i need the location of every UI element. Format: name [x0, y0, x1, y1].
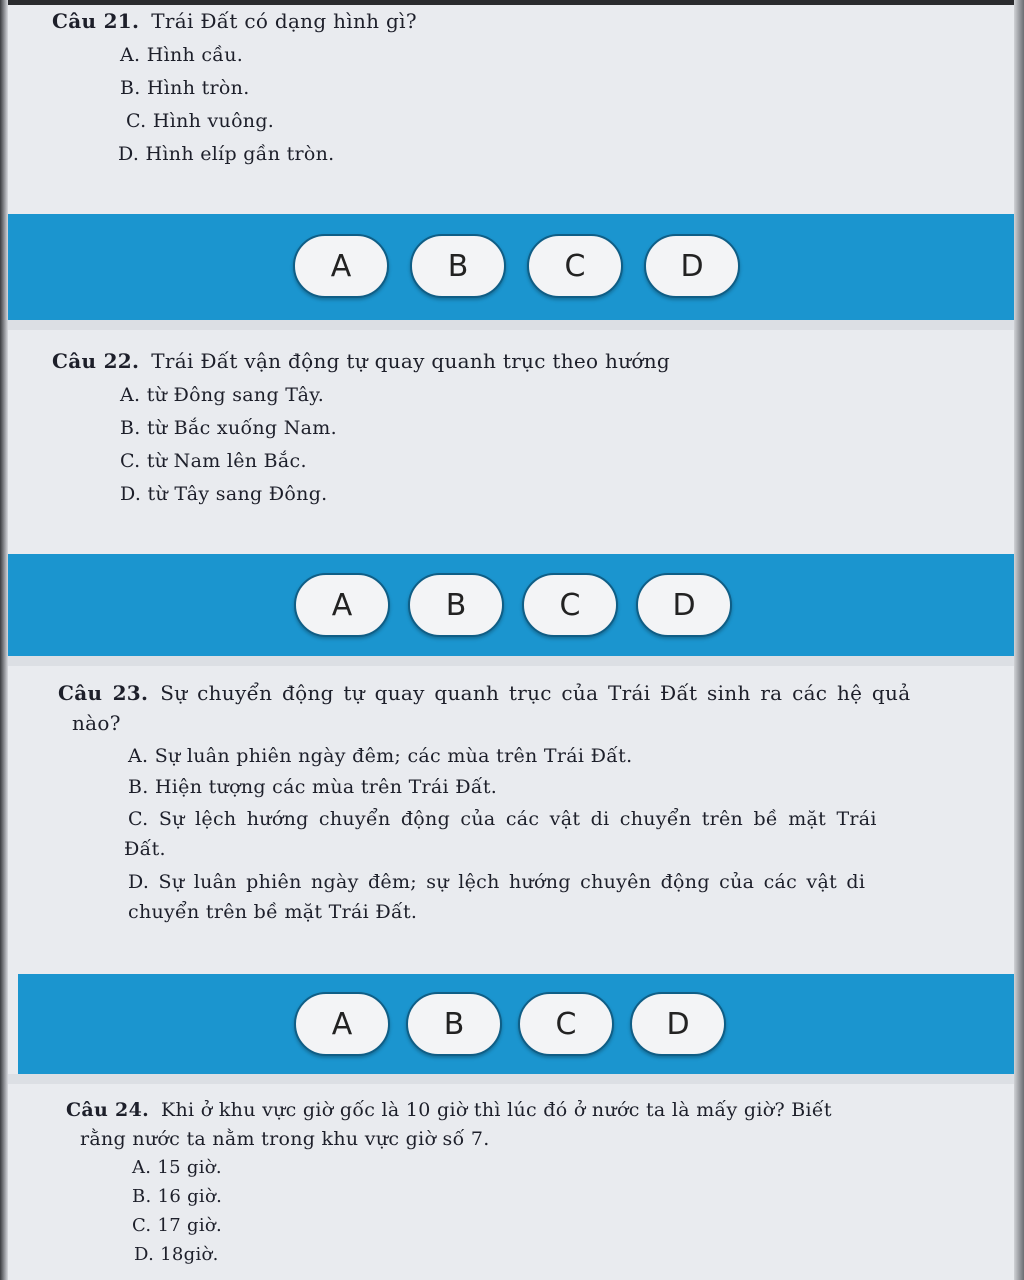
answer-button-d[interactable]: D [630, 992, 726, 1056]
question-label: Câu 24. [66, 1099, 150, 1121]
answer-button-c[interactable]: C [518, 992, 614, 1056]
question-stem [66, 1095, 832, 1125]
screen-bezel-right [1014, 0, 1024, 1280]
option-d: D. Hình elíp gần tròn. [118, 143, 335, 165]
question-label: Câu 23. [58, 681, 149, 705]
option-c-continued: Đất. [124, 838, 166, 860]
section-divider [8, 656, 1014, 666]
option-d-continued: chuyển trên bề mặt Trái Đất. [128, 901, 418, 923]
option-c: C. Hình vuông. [126, 110, 275, 132]
answer-button-b[interactable]: B [406, 992, 502, 1056]
question-text: Khi ở khu vực giờ gốc là 10 giờ thì lúc đó ở nước ta là mấy giờ? Biết [161, 1099, 832, 1121]
answer-button-d[interactable]: D [644, 234, 740, 298]
option-b: B. Hiện tượng các mùa trên Trái Đất. [128, 776, 498, 798]
option-a: A. từ Đông sang Tây. [120, 384, 325, 406]
option-b: B. từ Bắc xuống Nam. [120, 417, 337, 439]
answer-button-b[interactable]: B [408, 573, 504, 637]
option-a: A. Hình cầu. [120, 44, 244, 66]
option-a: A. 15 giờ. [132, 1157, 222, 1178]
answer-button-c[interactable]: C [527, 234, 623, 298]
question-label: Câu 21. [52, 9, 140, 33]
screen-bezel-left [0, 0, 8, 1280]
option-b: B. 16 giờ. [132, 1186, 223, 1207]
answer-button-a[interactable]: A [294, 573, 390, 637]
question-text: Trái Đất vận động tự quay quanh trục theo hướng [151, 349, 671, 373]
question-stem [52, 6, 417, 36]
question-label: Câu 22. [52, 349, 140, 373]
answer-bar-22 [8, 554, 1022, 656]
option-a: A. Sự luân phiên ngày đêm; các mùa trên Trái Đất. [128, 745, 633, 767]
option-b: B. Hình tròn. [120, 77, 250, 99]
question-text: Sự chuyển động tự quay quanh trục của Trái Đất sinh ra các hệ quả [160, 681, 911, 705]
option-c: C. từ Nam lên Bắc. [120, 450, 307, 472]
question-text-continued: nào? [72, 711, 121, 735]
screen-bezel-top [0, 0, 1024, 5]
answer-button-d[interactable]: D [636, 573, 732, 637]
question-text-continued: rằng nước ta nằm trong khu vực giờ số 7. [80, 1128, 490, 1150]
answer-button-c[interactable]: C [522, 573, 618, 637]
option-c: C. Sự lệch hướng chuyển động của các vật di chuyển trên bề mặt Trái [128, 808, 877, 830]
answer-button-a[interactable]: A [294, 992, 390, 1056]
question-text: Trái Đất có dạng hình gì? [151, 9, 417, 33]
answer-bar-23 [18, 974, 1018, 1074]
section-divider [8, 1074, 1014, 1084]
option-d: D. Sự luân phiên ngày đêm; sự lệch hướng chuyên động của các vật di [128, 871, 866, 893]
answer-bar-21 [0, 214, 1024, 320]
question-stem [52, 346, 670, 376]
answer-button-b[interactable]: B [410, 234, 506, 298]
answer-button-a[interactable]: A [293, 234, 389, 298]
option-c: C. 17 giờ. [132, 1215, 223, 1236]
section-divider [8, 320, 1014, 330]
question-stem [58, 678, 948, 708]
option-d: D. 18giờ. [134, 1244, 219, 1265]
option-d: D. từ Tây sang Đông. [120, 483, 328, 505]
